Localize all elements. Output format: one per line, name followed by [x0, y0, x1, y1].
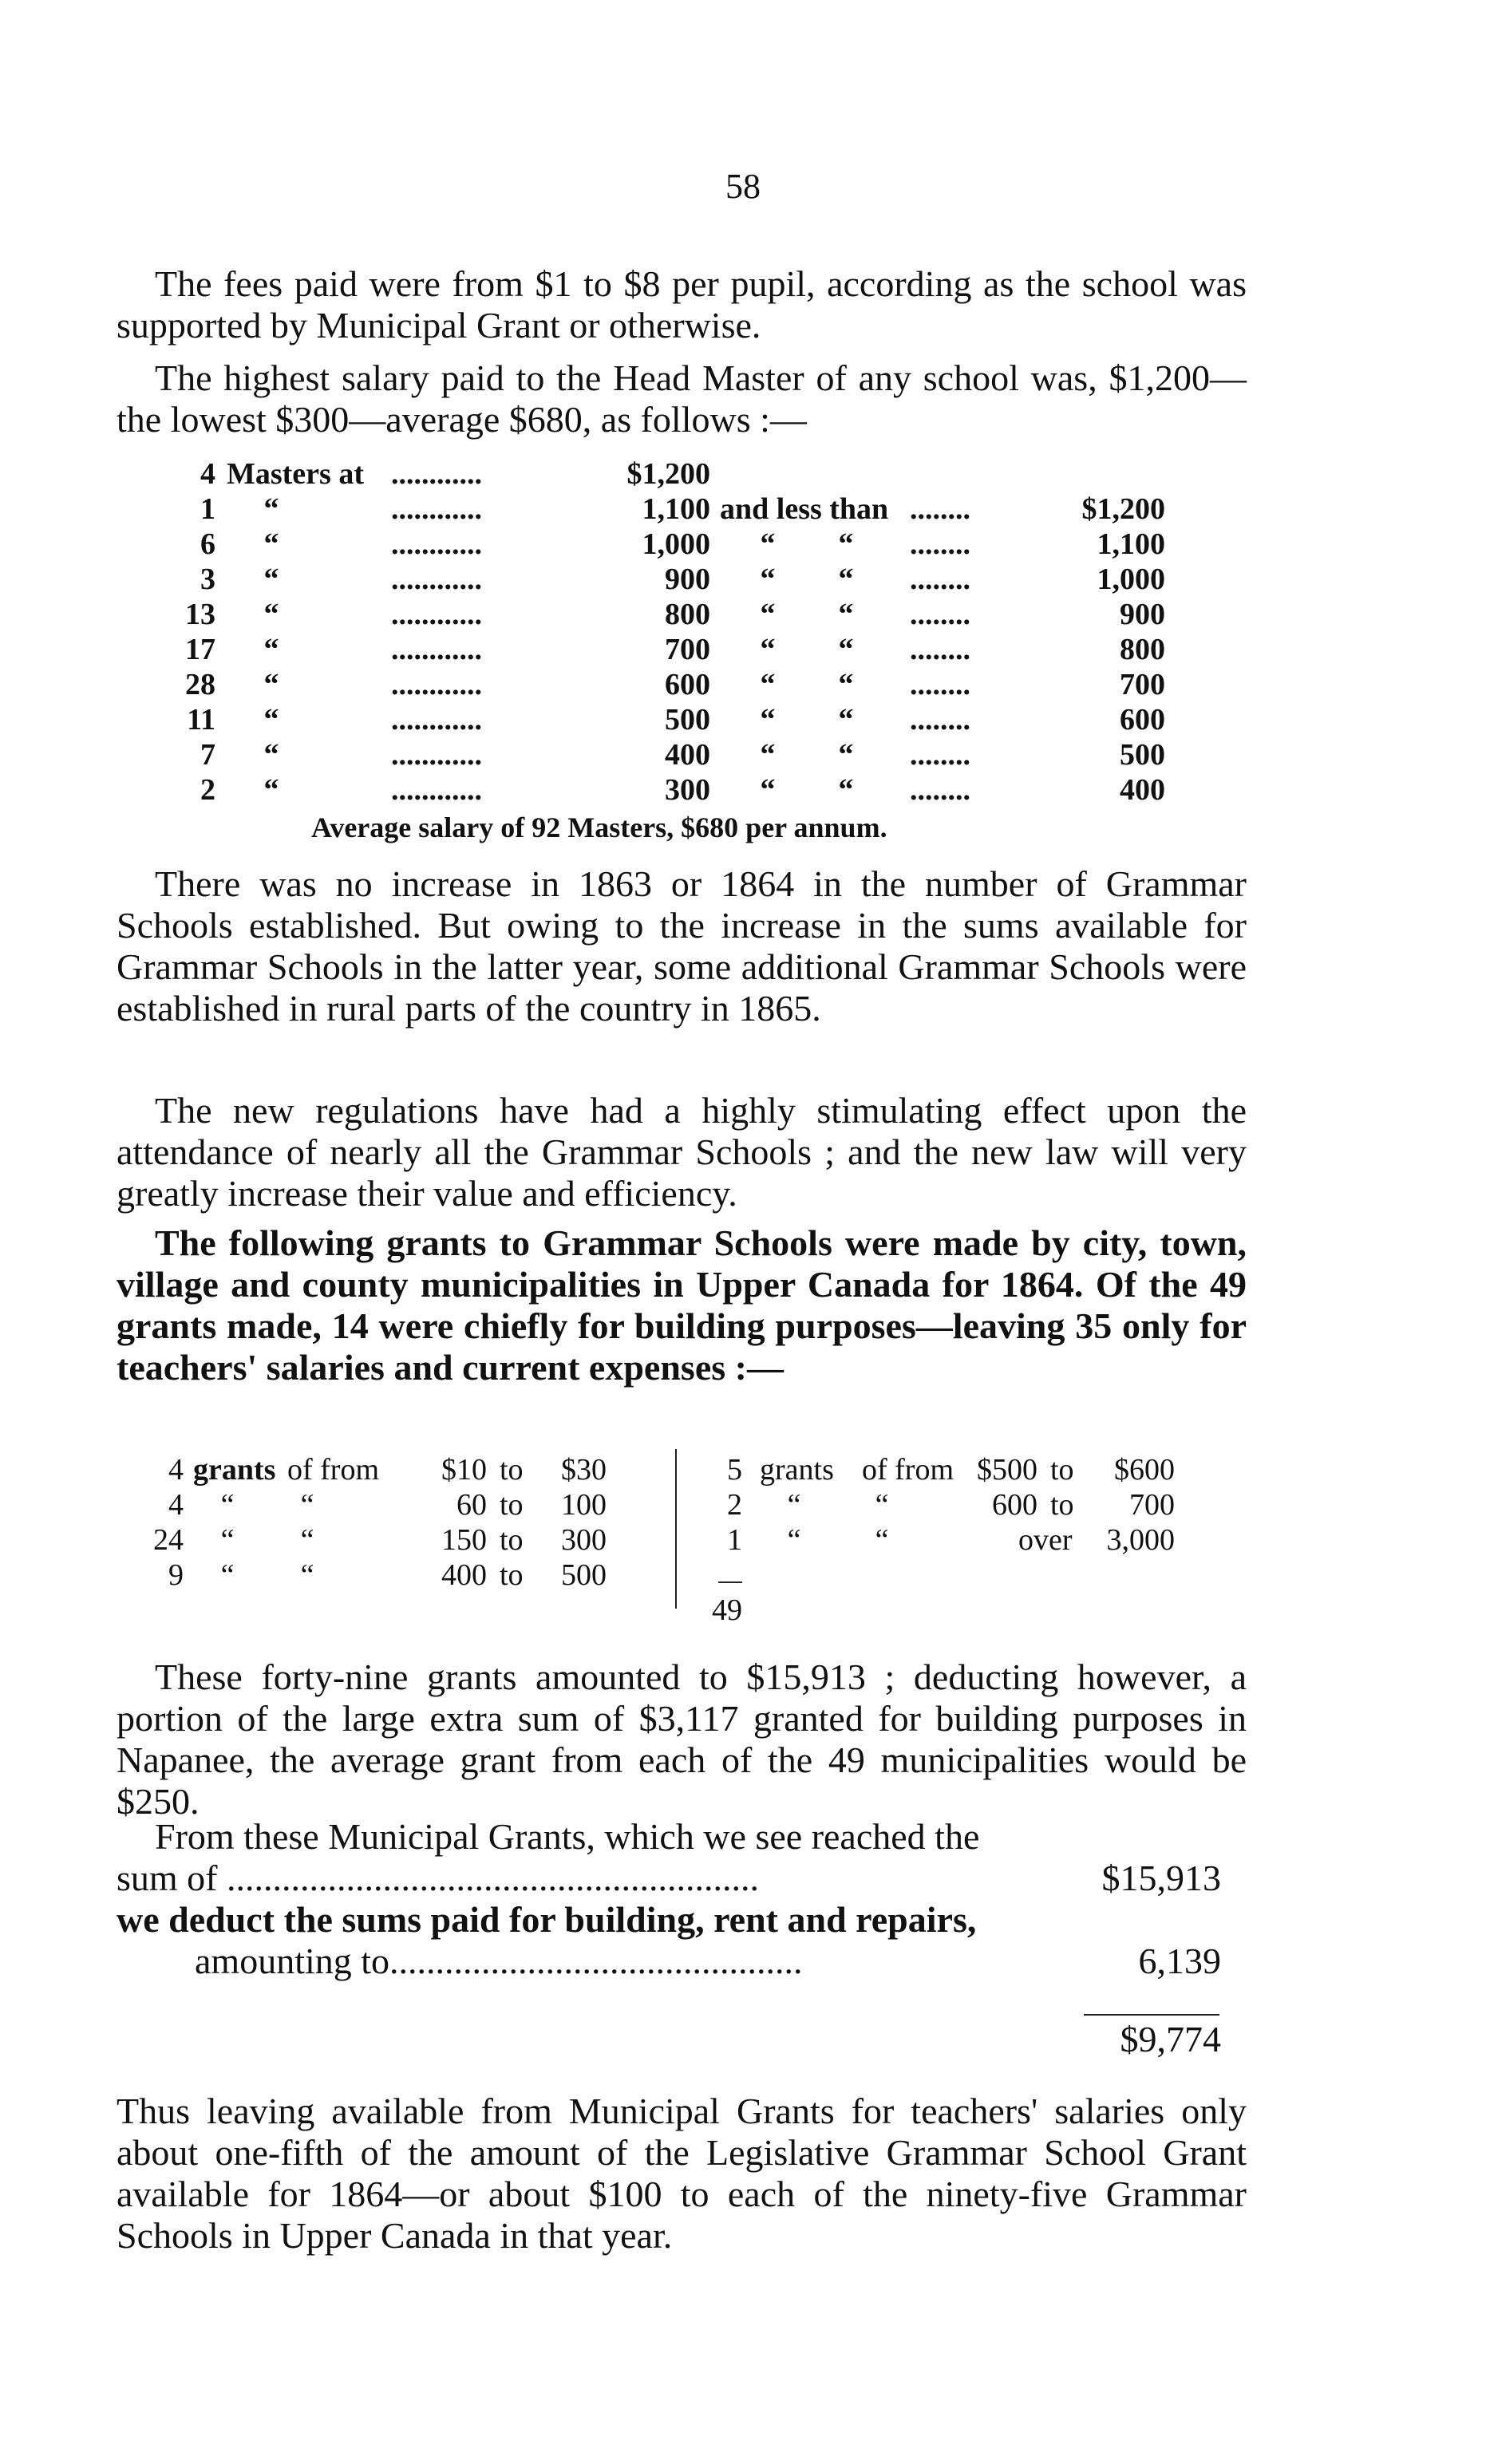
sum-rule — [718, 1581, 742, 1583]
computation-intro: From these Municipal Grants, which we see reached the — [155, 1816, 980, 1857]
paragraph-no-increase: There was no increase in 1863 or 1864 in the number of Grammar Schools established. But owing to the increase in the sums available for Grammar Schools in the latter year, some additional Grammar Schools were established in rural parts of the country in 1865. — [117, 863, 1247, 1029]
paragraph-salary: The highest salary paid to the Head Master of any school was, $1,200—the lowest $300—average $680, as follows :— — [117, 357, 1247, 440]
salary-table: 4 Masters at ............ $1,200 1 “ ............ 1,100 and less than ........ $1,200 6 “ ............ 1,000 “ “ ........ 1,100 3 “ ............ 900 “ “ ........ 1,000 13 “ ............ 800 “ “ ........ 900 17 “ ............ 700 “ “ ........ 800 28 “ ............ 600 “ “ ........ 700 11 “ ............ 500 “ “ ........ 600 7 “ ............ 400 “ “ ........ 500 2 “ ............ 300 “ “ ........ 400 — [185, 457, 1165, 807]
computation-amount-line: amounting to............................................. — [195, 1941, 803, 1981]
paragraph-fees: The fees paid were from $1 to $8 per pupil, according as the school was supported by Municipal Grant or otherwise. — [117, 263, 1247, 346]
page-number: 58 — [725, 167, 761, 206]
computation-amount-value: 6,139 — [1138, 1941, 1221, 1981]
computation-sum-value: $15,913 — [1101, 1858, 1221, 1898]
result-rule — [1084, 2014, 1219, 2016]
grants-total: 49 — [712, 1593, 742, 1627]
paragraph-regulations: The new regulations have had a highly stimulating effect upon the attendance of nearly all the Grammar Schools ; and the new law will very greatly increase their value and efficiency. — [117, 1090, 1247, 1214]
paragraph-grants: The following grants to Grammar Schools were made by city, town, village and county municipalities in Upper Canada for 1864. Of the 49 grants made, 14 were chiefly for building purposes—leaving 35 only for teachers' salaries and current expenses :— — [117, 1222, 1247, 1388]
computation-sum-line: sum of .......................................................... — [117, 1858, 759, 1898]
computation-deduct: we deduct the sums paid for building, rent and repairs, — [117, 1899, 977, 1940]
grants-table: 4 grants of from $10 to $30 4 “ “ 60 to 100 24 “ “ 150 to 300 9 “ “ 400 to 500 5 grants of from $500 to $600 2 “ “ 600 to 700 1 “ “ over 3,000 49 — [153, 1453, 1175, 1627]
salary-table-caption: Average salary of 92 Masters, $680 per annum. — [311, 811, 887, 843]
column-divider — [675, 1449, 677, 1609]
computation-result: $9,774 — [1120, 2019, 1221, 2059]
paragraph-conclusion: Thus leaving available from Municipal Grants for teachers' salaries only about one-fifth of the amount of the Legislative Grammar School Grant available for 1864—or about $100 to each of the ninety-five Grammar Schools in Upper Canada in that year. — [117, 2091, 1247, 2256]
paragraph-forty-nine: These forty-nine grants amounted to $15,913 ; deducting however, a portion of the large extra sum of $3,117 granted for building purposes in Napanee, the average grant from each of the 49 municipalities would be $250. — [117, 1656, 1247, 1822]
